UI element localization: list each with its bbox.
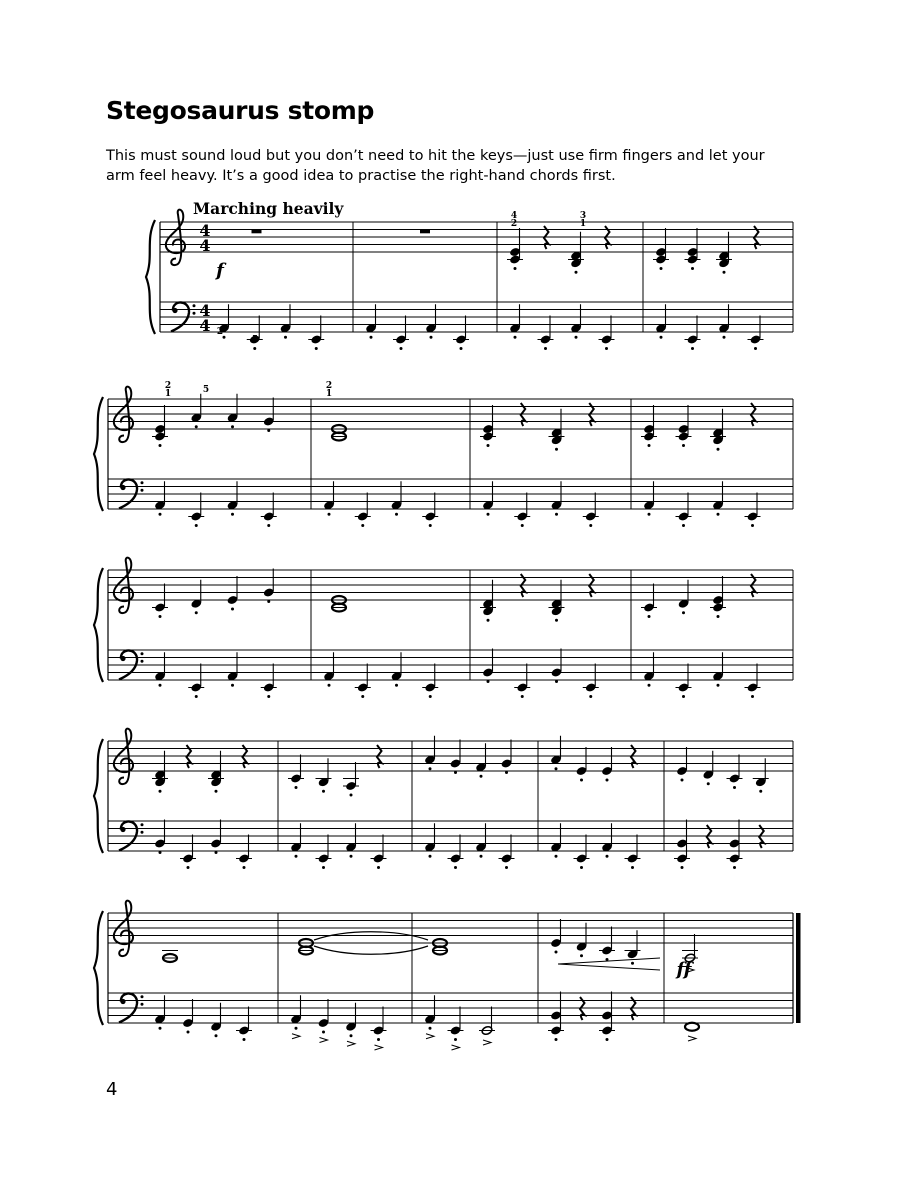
staccato-dot xyxy=(159,444,162,447)
staccato-dot xyxy=(350,855,353,858)
staccato-dot xyxy=(429,767,432,770)
staccato-dot xyxy=(631,866,634,869)
staccato-dot xyxy=(754,347,757,350)
staccato-dot xyxy=(555,619,558,622)
staccato-dot xyxy=(648,684,651,687)
accent-mark xyxy=(426,1034,434,1039)
staccato-dot xyxy=(691,347,694,350)
tie xyxy=(314,946,428,954)
grand-staff-brace xyxy=(94,739,103,853)
accent-mark xyxy=(452,1045,460,1050)
staccato-dot xyxy=(377,1038,380,1041)
staccato-dot xyxy=(480,775,483,778)
staccato-dot xyxy=(361,695,364,698)
staccato-dot xyxy=(159,513,162,516)
staccato-dot xyxy=(429,1027,432,1030)
grand-staff-brace xyxy=(94,911,103,1025)
bass-clef-dot xyxy=(141,823,144,826)
staccato-dot xyxy=(606,958,609,961)
fingering-number: 4 xyxy=(510,211,518,221)
staccato-dot xyxy=(159,684,162,687)
staccato-dot xyxy=(395,684,398,687)
staccato-dot xyxy=(589,695,592,698)
bass-clef-dot xyxy=(193,312,196,315)
staccato-dot xyxy=(521,524,524,527)
staccato-dot xyxy=(231,684,234,687)
staccato-dot xyxy=(460,347,463,350)
grand-staff-brace xyxy=(146,220,155,334)
staccato-dot xyxy=(231,513,234,516)
staccato-dot xyxy=(267,695,270,698)
staccato-dot xyxy=(215,851,218,854)
staccato-dot xyxy=(648,513,651,516)
dynamic-forte: f xyxy=(216,260,224,281)
staccato-dot xyxy=(682,611,685,614)
final-barline xyxy=(796,913,801,1023)
staccato-dot xyxy=(350,1034,353,1037)
staccato-dot xyxy=(681,866,684,869)
staccato-dot xyxy=(480,855,483,858)
time-signature-numerator: 4 xyxy=(199,221,211,240)
staccato-dot xyxy=(487,619,490,622)
staccato-dot xyxy=(195,695,198,698)
staccato-dot xyxy=(370,336,373,339)
page-number: 4 xyxy=(106,1079,118,1100)
staccato-dot xyxy=(717,513,720,516)
staccato-dot xyxy=(733,866,736,869)
staccato-dot xyxy=(521,695,524,698)
staccato-dot xyxy=(295,1027,298,1030)
staccato-dot xyxy=(648,615,651,618)
staccato-dot xyxy=(159,851,162,854)
staccato-dot xyxy=(231,425,234,428)
staccato-dot xyxy=(555,855,558,858)
staccato-dot xyxy=(429,855,432,858)
bass-clef-dot xyxy=(120,827,125,832)
staccato-dot xyxy=(717,684,720,687)
fingering-number: 2 xyxy=(510,219,518,229)
staccato-dot xyxy=(400,347,403,350)
fingering-number: 2 xyxy=(164,381,172,391)
staccato-dot xyxy=(631,962,634,965)
crescendo-hairpin xyxy=(558,958,660,970)
bass-clef-dot xyxy=(141,652,144,655)
staccato-dot xyxy=(454,771,457,774)
staccato-dot xyxy=(487,513,490,516)
staccato-dot xyxy=(660,336,663,339)
whole-rest xyxy=(252,230,262,234)
time-signature-denominator: 4 xyxy=(199,316,211,335)
staccato-dot xyxy=(267,524,270,527)
staccato-dot xyxy=(514,336,517,339)
staccato-dot xyxy=(454,866,457,869)
bass-clef-dot xyxy=(141,481,144,484)
staccato-dot xyxy=(751,524,754,527)
staccato-dot xyxy=(723,336,726,339)
fingering-number: 3 xyxy=(579,211,587,221)
staccato-dot xyxy=(580,954,583,957)
staccato-dot xyxy=(717,448,720,451)
staccato-dot xyxy=(575,271,578,274)
time-signature-denominator: 4 xyxy=(199,236,211,255)
staccato-dot xyxy=(733,786,736,789)
staccato-dot xyxy=(295,855,298,858)
tempo-marking: Marching heavily xyxy=(193,199,344,218)
staccato-dot xyxy=(315,347,318,350)
staccato-dot xyxy=(505,771,508,774)
fingering-number: 2 xyxy=(216,327,224,337)
staccato-dot xyxy=(555,680,558,683)
staccato-dot xyxy=(267,600,270,603)
accent-mark xyxy=(375,1045,383,1050)
accent-mark xyxy=(320,1038,328,1043)
fingering-number: 5 xyxy=(251,335,259,345)
staccato-dot xyxy=(159,790,162,793)
staccato-dot xyxy=(606,779,609,782)
staccato-dot xyxy=(215,1034,218,1037)
bass-clef-dot xyxy=(141,660,144,663)
bass-clef-dot xyxy=(141,489,144,492)
staccato-dot xyxy=(395,513,398,516)
fingering-number: 1 xyxy=(164,389,172,399)
staccato-dot xyxy=(544,347,547,350)
staccato-dot xyxy=(187,866,190,869)
staccato-dot xyxy=(377,866,380,869)
grand-staff-brace xyxy=(94,568,103,682)
staccato-dot xyxy=(361,524,364,527)
bass-clef-dot xyxy=(120,485,125,490)
staccato-dot xyxy=(429,524,432,527)
staccato-dot xyxy=(605,347,608,350)
staccato-dot xyxy=(759,790,762,793)
bass-clef-dot xyxy=(141,1003,144,1006)
staccato-dot xyxy=(253,347,256,350)
staccato-dot xyxy=(682,695,685,698)
staccato-dot xyxy=(322,790,325,793)
staccato-dot xyxy=(575,336,578,339)
dynamic-fortissimo: ff xyxy=(676,959,692,980)
staccato-dot xyxy=(555,767,558,770)
staccato-dot xyxy=(322,1031,325,1034)
staccato-dot xyxy=(682,444,685,447)
staccato-dot xyxy=(243,1038,246,1041)
staccato-dot xyxy=(555,1038,558,1041)
bass-clef-dot xyxy=(141,831,144,834)
staccato-dot xyxy=(487,444,490,447)
staccato-dot xyxy=(717,615,720,618)
staccato-dot xyxy=(555,951,558,954)
bass-clef-dot xyxy=(141,995,144,998)
staccato-dot xyxy=(159,1027,162,1030)
staccato-dot xyxy=(682,524,685,527)
staccato-dot xyxy=(430,336,433,339)
staccato-dot xyxy=(454,1038,457,1041)
staccato-dot xyxy=(328,684,331,687)
whole-note xyxy=(685,1023,699,1031)
piece-title: Stegosaurus stomp xyxy=(106,96,375,125)
staccato-dot xyxy=(723,271,726,274)
bass-clef-dot xyxy=(120,999,125,1004)
staccato-dot xyxy=(215,790,218,793)
accent-mark xyxy=(483,1040,491,1045)
fingering-number: 5 xyxy=(202,385,210,395)
staccato-dot xyxy=(267,429,270,432)
staccato-dot xyxy=(589,524,592,527)
staccato-dot xyxy=(231,608,234,611)
fingering-number: 1 xyxy=(579,219,587,229)
staccato-dot xyxy=(648,444,651,447)
staccato-dot xyxy=(660,267,663,270)
staccato-dot xyxy=(243,866,246,869)
grand-staff-brace xyxy=(94,397,103,511)
staccato-dot xyxy=(159,615,162,618)
staccato-dot xyxy=(606,1038,609,1041)
staccato-dot xyxy=(514,267,517,270)
bass-clef-dot xyxy=(172,308,177,313)
staccato-dot xyxy=(429,695,432,698)
fingering-number: 2 xyxy=(325,381,333,391)
whole-rest xyxy=(420,230,430,234)
staccato-dot xyxy=(691,267,694,270)
staccato-dot xyxy=(195,425,198,428)
staccato-dot xyxy=(284,336,287,339)
accent-mark xyxy=(347,1041,355,1046)
staccato-dot xyxy=(487,680,490,683)
staccato-dot xyxy=(195,524,198,527)
time-signature-numerator: 4 xyxy=(199,301,211,320)
staccato-dot xyxy=(555,448,558,451)
staccato-dot xyxy=(580,866,583,869)
instructions-text: This must sound loud but you don’t need to hit the keys—just use firm fingers and let your arm feel heavy. It’s a good idea to practise the right-hand chords first. xyxy=(106,148,765,184)
staccato-dot xyxy=(195,611,198,614)
accent-mark xyxy=(688,1036,696,1041)
staccato-dot xyxy=(322,866,325,869)
bass-clef-dot xyxy=(193,304,196,307)
staccato-dot xyxy=(580,779,583,782)
staccato-dot xyxy=(751,695,754,698)
staccato-dot xyxy=(707,782,710,785)
staccato-dot xyxy=(555,513,558,516)
staccato-dot xyxy=(606,855,609,858)
staccato-dot xyxy=(187,1031,190,1034)
staccato-dot xyxy=(295,786,298,789)
staccato-dot xyxy=(505,866,508,869)
accent-mark xyxy=(292,1034,300,1039)
staccato-dot xyxy=(681,779,684,782)
staccato-dot xyxy=(350,794,353,797)
staccato-dot xyxy=(328,513,331,516)
bass-clef-dot xyxy=(120,656,125,661)
fingering-number: 1 xyxy=(325,389,333,399)
